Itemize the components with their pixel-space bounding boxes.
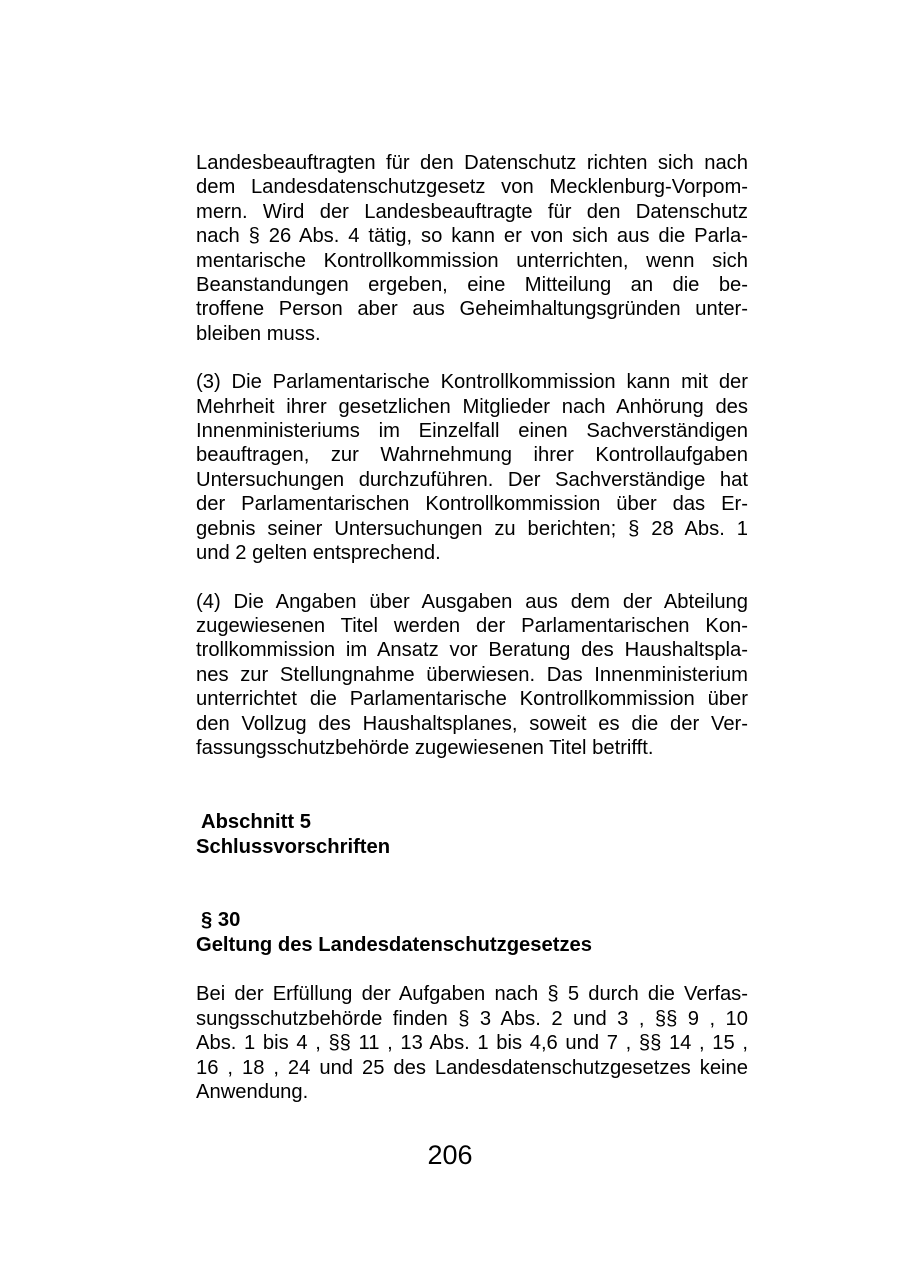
text-line: mentarische Kontrollkommission unterrichten, wenn sich: [196, 249, 748, 272]
text-line: Landesbeauftragten für den Datenschutz richten sich nach: [196, 152, 748, 174]
text-line: (3) Die Parlamentarische Kontrollkommission kann mit der: [196, 371, 748, 394]
article-title: Geltung des Landesdatenschutzgesetzes: [196, 934, 592, 957]
paragraph-4: [196, 590, 748, 761]
page-number: 206: [427, 1140, 473, 1170]
text-line: den Vollzug des Haushaltsplanes, soweit es die der Ver-: [196, 712, 748, 735]
text-line: mern. Wird der Landesbeauftragte für den Datenschutz: [196, 200, 748, 223]
text-line: beauftragen, zur Wahrnehmung ihrer Kontrollaufgaben: [196, 444, 748, 467]
section-title: Schlussvorschriften: [196, 836, 391, 859]
page-body: [196, 151, 748, 1104]
text-line: fassungsschutzbehörde zugewiesenen Titel betrifft.: [196, 736, 654, 759]
text-line: Innenministeriums im Einzelfall einen Sachverständigen: [196, 420, 748, 443]
text-line: sungsschutzbehörde finden § 3 Abs. 2 und 3 , §§ 9 , 10: [196, 1007, 748, 1030]
paragraph-continuation: [196, 151, 748, 346]
paragraph-3: [196, 370, 748, 565]
text-line: Untersuchungen durchzuführen. Der Sachverständige hat: [196, 468, 748, 491]
text-line: gebnis seiner Untersuchungen zu berichten; § 28 Abs. 1: [196, 517, 748, 540]
text-line: troffene Person aber aus Geheimhaltungsgründen unter-: [196, 298, 748, 321]
section-number: Abschnitt 5: [201, 811, 311, 834]
text-line: Mehrheit ihrer gesetzlichen Mitglieder nach Anhörung des: [196, 395, 748, 418]
article-number: § 30: [201, 909, 241, 932]
text-line: der Parlamentarischen Kontrollkommission über das Er-: [196, 493, 748, 516]
text-line: nach § 26 Abs. 4 tätig, so kann er von sich aus die Parla-: [196, 225, 748, 248]
text-line: und 2 gelten entsprechend.: [196, 542, 441, 565]
text-line: zugewiesenen Titel werden der Parlamentarischen Kon-: [196, 614, 748, 637]
text-line: bleiben muss.: [196, 322, 321, 345]
text-line: dem Landesdatenschutzgesetz von Mecklenburg-Vorpom-: [196, 176, 748, 199]
article-body: [196, 982, 748, 1104]
text-line: Bei der Erfüllung der Aufgaben nach § 5 durch die Verfas-: [196, 983, 748, 1006]
text-line: nes zur Stellungnahme überwiesen. Das Innenministerium: [196, 663, 748, 686]
text-line: trollkommission im Ansatz vor Beratung des Haushaltspla-: [196, 639, 748, 662]
text-line: Anwendung.: [196, 1080, 309, 1103]
article-heading: [196, 908, 748, 958]
section-heading: [196, 810, 748, 860]
text-line: unterrichtet die Parlamentarische Kontrollkommission über: [196, 688, 748, 711]
text-line: Abs. 1 bis 4 , §§ 11 , 13 Abs. 1 bis 4,6 und 7 , §§ 14 , 15 ,: [196, 1032, 748, 1055]
text-line: 16 , 18 , 24 und 25 des Landesdatenschutzgesetzes keine: [196, 1056, 748, 1079]
text-line: (4) Die Angaben über Ausgaben aus dem der Abteilung: [196, 590, 748, 613]
text-line: Beanstandungen ergeben, eine Mitteilung an die be-: [196, 274, 748, 297]
